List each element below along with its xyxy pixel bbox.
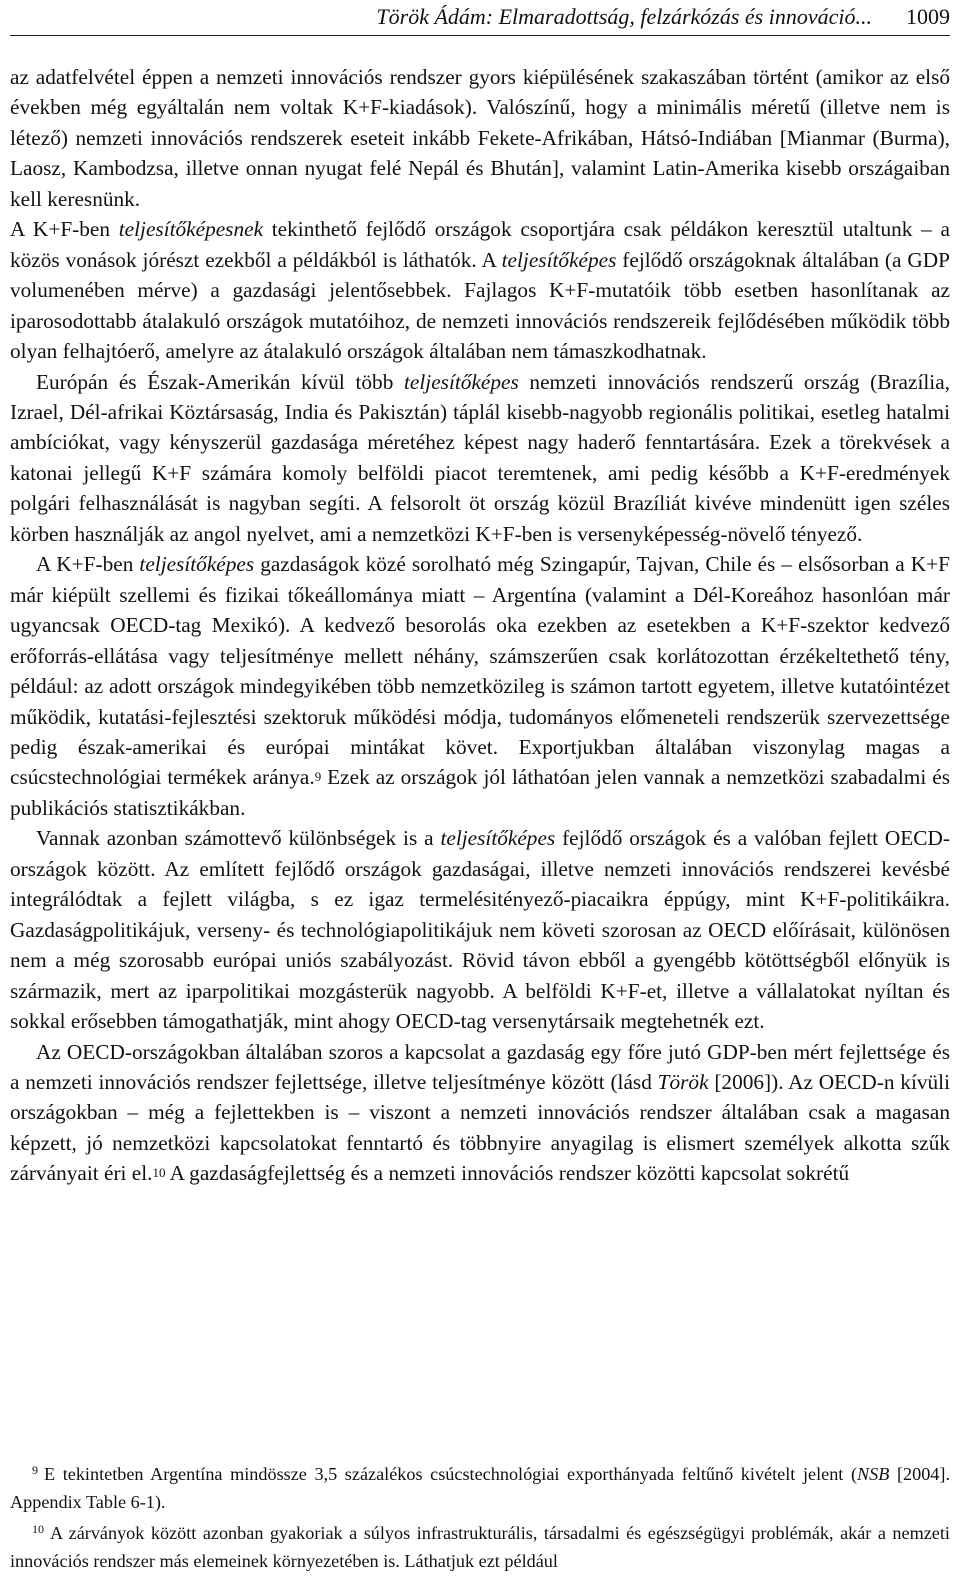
paragraph	[10, 367, 950, 550]
italic-term: teljesítőképes	[440, 826, 556, 851]
text-run: [2004]. Appendix Table 6-1).	[10, 1464, 950, 1512]
italic-term: teljesítőképesnek	[118, 217, 264, 242]
paragraph	[10, 823, 950, 1036]
footnote	[10, 1521, 950, 1574]
text-run: Az OECD-országokban általában szoros a kapcsolat a gazdaság egy főre jutó GDP-ben mért fejlettsége és a nemzeti innovációs rendszer fejlettsége, illetve teljesítménye között (lásd	[10, 1039, 950, 1094]
text-run: az adatfelvétel éppen a nemzeti innovációs rendszer gyors kiépülésének szakaszában történt (amikor az első években még egyáltalán nem voltak K+F-kiadások). Valószínű, hogy a minimális méretű (illetve nem is létező) nemzeti innovációs rendszerek eseteit inkább Fekete-Afrikában, Hátsó-Indiában [Mianmar (Burma), Laosz, Kambodzsa, illetve onnan nyugat felé Nepál és Bhután], valamint Latin-Amerika kisebb országaiban kell keresnünk.	[10, 65, 950, 211]
text-run: nemzeti innovációs rendszerű ország (Brazília, Izrael, Dél-afrikai Köztársaság, India és Pakisztán) táplál kisebb-nagyobb regionális politikai, esetleg hatalmi ambíciókat, vagy kényszerül gazdasága méretéhez képest nagy haderő fenntartására. Ezek a törekvések a katonai jellegű K+F számára komoly belföldi piacot teremtenek, ami pedig később a K+F-eredmények polgári felhasználását is nagyban segíti. A felsorolt öt ország közül Brazíliát kivéve mindenütt igen széles körben használják az angol nyelvet, ami a nemzetközi K+F-ben is versenyképesség-növelő tényező.	[10, 369, 950, 546]
text-run: fejlődő országok és a valóban fejlett OECD-országok között. Az említett fejlődő országok gazdaságai, illetve nemzeti innovációs rendszerei kevésbé integrálódtak a fejlett világba, s ez igaz termelésitényező-piacaikra éppúgy, mint K+F-politikáikra. Gazdaságpolitikájuk, verseny- és technológiapolitikájuk nem követi szorosan az OECD előírásait, különösen nem a még szorosabb európai uniós szabályozást. Rövid távon ebből a gyengébb kötöttségből előnyük is származik, mert az iparpolitikai mozgásterük nagyobb. A belföldi K+F-et, illetve a vállalatokat nyíltan és sokkal erősebben támogathatják, mint ahogy OECD-tag versenytársaik megtehetnék ezt.	[10, 826, 950, 1034]
footnote-reference: 10	[152, 1165, 166, 1181]
footnote-number: 9	[32, 1463, 38, 1477]
paragraph	[10, 549, 950, 823]
text-run: Vannak azonban számottevő különbségek is a	[36, 826, 441, 851]
running-title: Török Ádám: Elmaradottság, felzárkózás és innováció...	[376, 4, 872, 29]
text-run: A K+F-ben	[10, 217, 119, 242]
paragraph	[10, 62, 950, 214]
paragraph	[10, 1037, 950, 1189]
running-header	[10, 0, 950, 36]
text-run: fejlődő országoknak általában (a GDP volumenében mérve) a gazdasági jelentősebbek. Fajlagos K+F-mutatóik több esetben hasonlítanak az iparosodottabb átalakuló országok mutatóihoz, de nemzeti innovációs rendszereik fejlődésében működik több olyan felhajtóerő, amelyre az átalakuló országok általában nem támaszkodhatnak.	[10, 247, 950, 364]
text-run: A zárványok között azonban gyakoriak a súlyos infrastrukturális, társadalmi és egészségügyi problémák, akár a nemzeti innovációs rendszer más elemeinek környezetében is. Láthatjuk ezt például	[10, 1523, 950, 1571]
italic-term: teljesítőképes	[501, 247, 617, 272]
footnote-reference: 9	[314, 769, 322, 785]
footnote-number: 10	[32, 1522, 44, 1536]
footnote	[10, 1462, 950, 1515]
text-run: E tekintetben Argentína mindössze 3,5 százalékos csúcstechnológiai exporthányada feltűnő kivételt jelent (	[44, 1464, 858, 1484]
page-number: 1009	[906, 4, 950, 29]
text-run: A gazdaságfejlettség és a nemzeti innovációs rendszer közötti kapcsolat sokrétű	[165, 1161, 850, 1186]
text-run: Ezek az országok jól láthatóan jelen vannak a nemzetközi szabadalmi és publikációs statisztikákban.	[10, 765, 950, 820]
italic-term: teljesítőképes	[404, 369, 519, 394]
text-run: gazdaságok közé sorolható még Szingapúr, Tajvan, Chile és – elsősorban a K+F már kiépült szellemi és fizikai tőkeállománya miatt – Argentína (valamint a Dél-Koreához hasonlóan már ugyancsak OECD-tag Mexikó). A kedvező besorolás oka ezekben az esetekben a K+F-szektor kedvező erőforrás-ellátása vagy teljesítménye mellett néhány, számszerűen csak korlátozottan érzékeltethető tény, például: az adott országok mindegyikében több nemzetközileg is számon tartott egyetem, illetve kutatóintézet működik, kutatási-fejlesztési szektoruk működési módja, tudományos előmeneteli rendszerük szervezettsége pedig észak-amerikai és európai mintákat követ. Exportjukban általában viszonylag magas a csúcstechnológiai termékek aránya.	[10, 552, 950, 790]
paragraph	[10, 214, 950, 366]
footnotes	[10, 1462, 950, 1574]
text-run: tekinthető fejlődő országok csoportjára csak példákon keresztül utaltunk – a közös vonások jórészt ezekből a példákból is láthatók. A	[10, 217, 950, 272]
italic-term: teljesítőképes	[139, 552, 255, 577]
italic-term: Török	[657, 1069, 709, 1094]
body-text	[10, 62, 950, 1189]
italic-term: NSB	[857, 1464, 890, 1484]
text-run: Európán és Észak-Amerikán kívül több	[36, 369, 405, 394]
text-run: A K+F-ben	[36, 552, 140, 577]
text-run: [2006]). Az OECD-n kívüli országokban – még a fejlettekben is – viszont a nemzeti innovációs rendszer általában csak a magasan képzett, jó nemzetközi kapcsolatokat fenntartó és többnyire anyagilag is elismert személyek alkotta szűk zárványait éri el.	[10, 1069, 950, 1186]
